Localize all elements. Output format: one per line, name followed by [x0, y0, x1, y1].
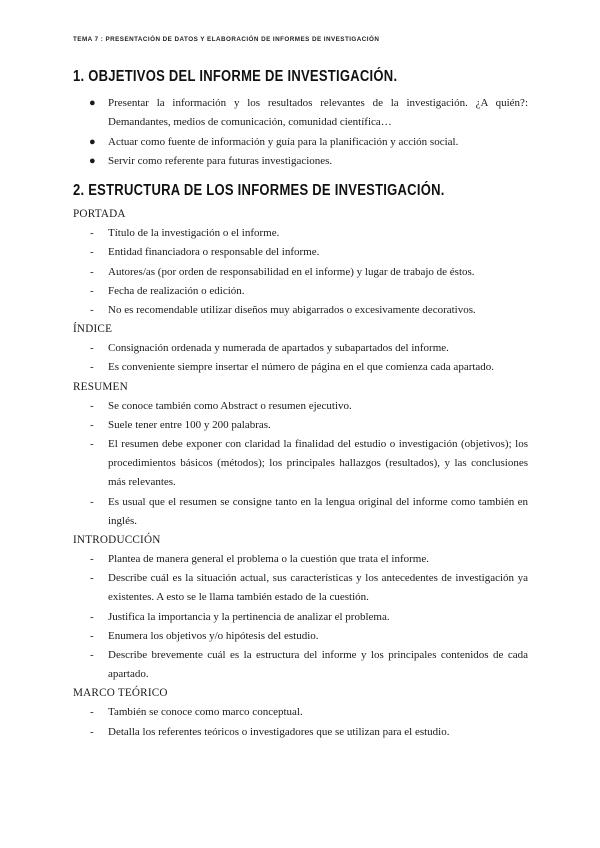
list-item [73, 243, 528, 262]
list-item-text: Enumera los objetivos y/o hipótesis del estudio. [108, 629, 319, 642]
list-item [73, 703, 528, 722]
dash-icon: - [90, 399, 94, 412]
list-item-text: Es usual que el resumen se consigne tanto en la lengua original del informe como también en inglés. [108, 495, 528, 527]
dash-icon: - [90, 553, 94, 566]
list-item-text: Entidad financiadora o responsable del informe. [108, 246, 320, 259]
list-item [73, 416, 528, 435]
introduccion-list [73, 550, 528, 684]
dash-icon: - [90, 304, 94, 316]
dash-icon: - [90, 418, 94, 431]
resumen-list [73, 397, 528, 531]
list-item-text: Suele tener entre 100 y 200 palabras. [108, 418, 271, 431]
list-item [73, 646, 528, 684]
bullet-icon: ● [89, 135, 96, 148]
dash-icon: - [90, 610, 94, 623]
list-item [73, 569, 528, 607]
list-item [73, 263, 528, 282]
list-item-text: Presentar la información y los resultados relevantes de la investigación. ¿A quién?: Demandantes, medios de comunicación, comunidad científica… [108, 97, 528, 129]
list-item-text: Se conoce también como Abstract o resumen ejecutivo. [108, 399, 352, 412]
list-item-text: Consignación ordenada y numerada de apartados y subapartados del informe. [108, 342, 449, 355]
subsection-heading-resumen: RESUMEN [73, 380, 128, 393]
list-item-text: Describe brevemente cuál es la estructura del informe y los principales contenidos de cada apartado. [108, 649, 528, 681]
list-item [73, 550, 528, 569]
dash-icon: - [90, 284, 94, 297]
list-item [73, 224, 528, 243]
list-item-text: Servir como referente para futuras investigaciones. [108, 154, 333, 167]
marco-teorico-list [73, 703, 528, 741]
dash-icon: - [90, 265, 94, 278]
list-item [73, 723, 528, 742]
objetivos-list [73, 94, 528, 171]
subsection-heading-portada: PORTADA [73, 208, 126, 221]
list-item-text: Plantea de manera general el problema o la cuestión que trata el informe. [108, 553, 429, 566]
list-item [73, 301, 528, 320]
list-item-text: Detalla los referentes teóricos o investigadores que se utilizan para el estudio. [108, 725, 450, 738]
dash-icon: - [90, 725, 94, 738]
portada-list [73, 224, 528, 320]
list-item-text: Es conveniente siempre insertar el número de página en el que comienza cada apartado. [108, 361, 495, 374]
list-item [73, 397, 528, 416]
list-item [73, 627, 528, 646]
list-item [73, 94, 528, 133]
list-item [73, 608, 528, 627]
list-item-text: Título de la investigación o el informe. [108, 227, 280, 240]
list-item-text: Describe cuál es la situación actual, sus características y los antecedentes de investigación ya existentes. A esto se le llama también estado de la cuestión. [108, 572, 528, 604]
subsection-heading-marco-teorico: MARCO TEÓRICO [73, 687, 168, 700]
section-title-objetivos: 1. OBJETIVOS DEL INFORME DE INVESTIGACIÓN. [73, 68, 398, 85]
bullet-icon: ● [89, 154, 96, 167]
list-item [73, 133, 528, 152]
subsection-heading-indice: ÍNDICE [73, 323, 113, 336]
running-header: TEMA 7 : PRESENTACIÓN DE DATOS Y ELABORACIÓN DE INFORMES DE INVESTIGACIÓN [73, 36, 380, 43]
list-item-text: No es recomendable utilizar diseños muy abigarrados o excesivamente decorativos. [108, 304, 476, 316]
list-item [73, 339, 528, 358]
indice-list [73, 339, 528, 377]
list-item-text: Autores/as (por orden de responsabilidad en el informe) y lugar de trabajo de éstos. [108, 265, 475, 278]
dash-icon: - [90, 246, 94, 259]
list-item-text: Fecha de realización o edición. [108, 284, 245, 297]
list-item-text: Justifica la importancia y la pertinencia de analizar el problema. [108, 610, 390, 623]
dash-icon: - [90, 649, 94, 662]
list-item-text: También se conoce como marco conceptual. [108, 706, 303, 719]
dash-icon: - [90, 227, 94, 240]
dash-icon: - [90, 438, 94, 451]
list-item [73, 358, 528, 377]
document-body [73, 68, 528, 742]
dash-icon: - [90, 495, 94, 508]
list-item-text: El resumen debe exponer con claridad la finalidad del estudio o investigación (objetivos); los procedimientos básicos (métodos); los principales hallazgos (resultados), y las conclusiones más relevantes. [108, 438, 528, 489]
list-item [73, 493, 528, 531]
list-item [73, 152, 528, 171]
list-item [73, 282, 528, 301]
subsection-heading-introduccion: INTRODUCCIÓN [73, 534, 161, 547]
list-item [73, 435, 528, 493]
list-item-text: Actuar como fuente de información y guía para la planificación y acción social. [108, 135, 459, 148]
dash-icon: - [90, 572, 94, 585]
bullet-icon: ● [89, 97, 96, 109]
dash-icon: - [90, 706, 94, 719]
dash-icon: - [90, 342, 94, 355]
section-title-estructura: 2. ESTRUCTURA DE LOS INFORMES DE INVESTIGACIÓN. [73, 182, 445, 200]
dash-icon: - [90, 629, 94, 642]
dash-icon: - [90, 361, 94, 374]
